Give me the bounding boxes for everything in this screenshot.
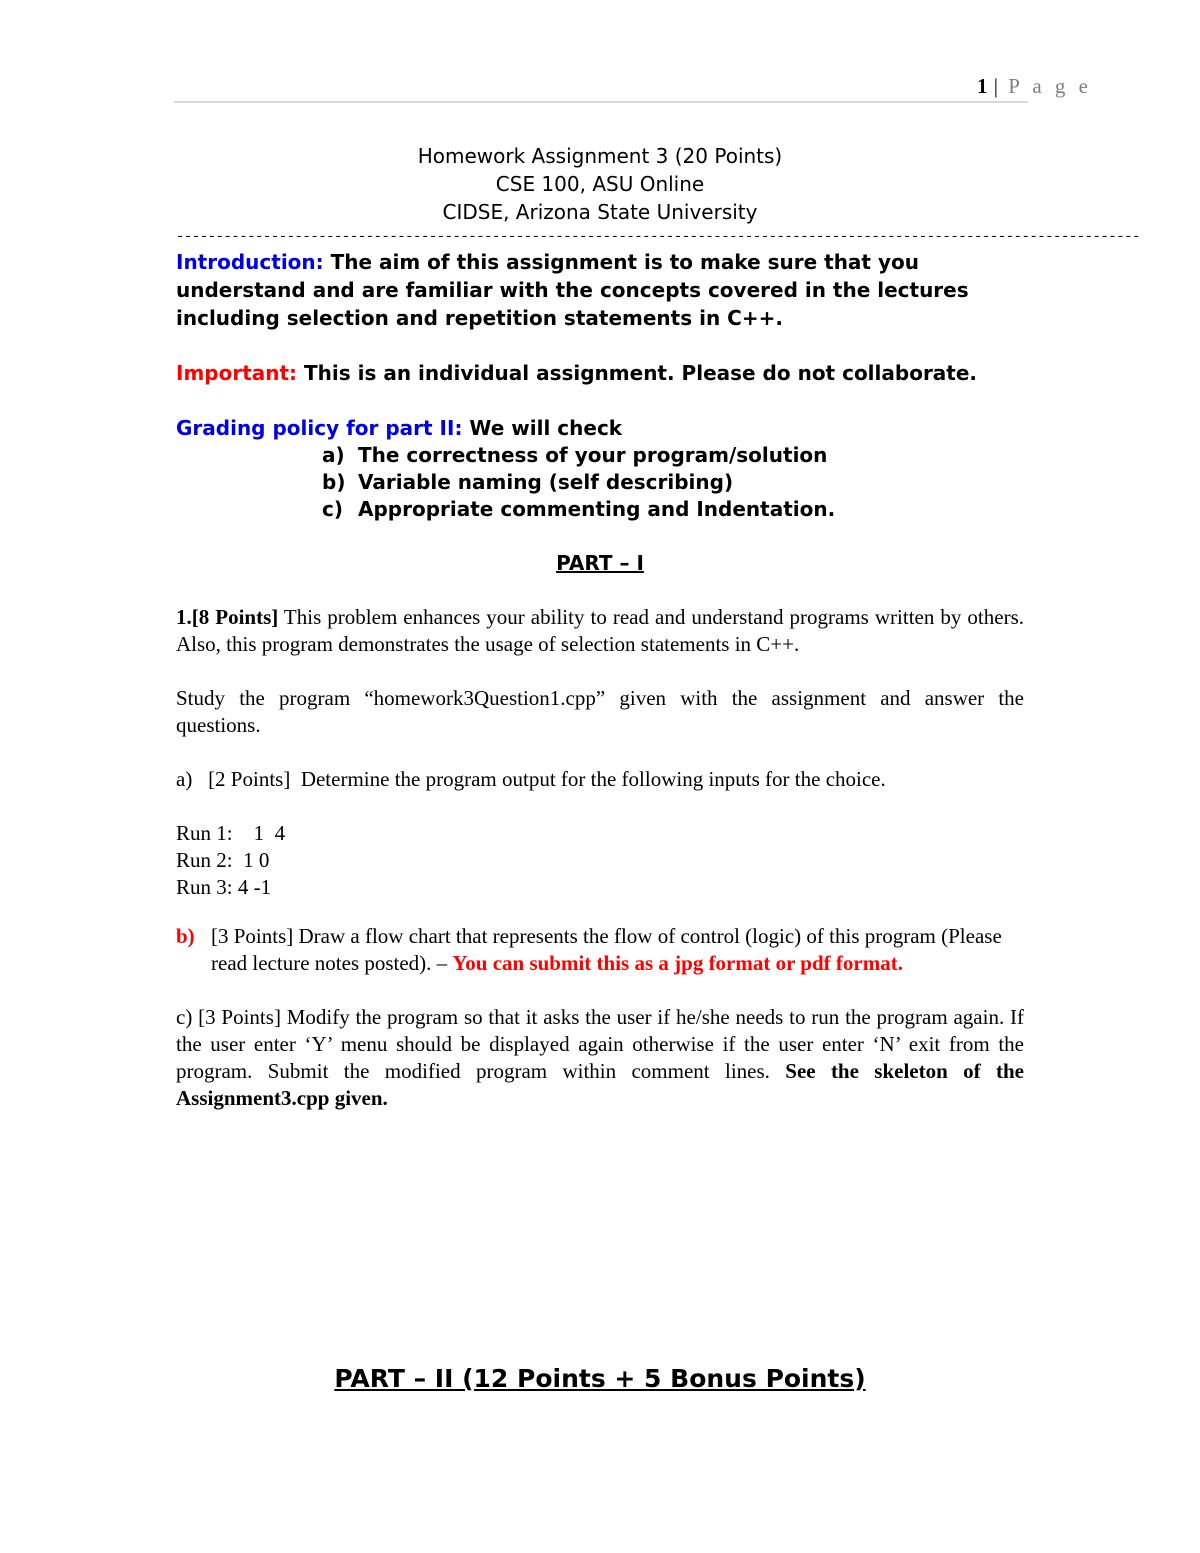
question-b-text: [3 Points] Draw a flow chart that represents the flow of control (logic) of this program (Please read lecture notes posted). – xyxy=(211,924,1002,975)
title-line-2: CSE 100, ASU Online xyxy=(495,172,705,196)
question-a: a) [2 Points] Determine the program output for the following inputs for the choice. xyxy=(176,767,886,791)
question1-label: 1.[8 Points] xyxy=(176,605,279,629)
introduction-paragraph xyxy=(176,248,1024,332)
run-line: Run 2: 1 0 xyxy=(176,848,270,872)
page-number-value: 1 xyxy=(976,74,988,98)
question-b-marker: b) xyxy=(176,924,195,948)
introduction-text: The aim of this assignment is to make sure that you understand and are familiar with the concepts covered in the lectures including selection and repetition statements in C++. xyxy=(176,250,969,330)
document-body xyxy=(176,142,1140,1112)
grading-paragraph xyxy=(176,414,1024,442)
header-rule xyxy=(174,101,1028,103)
runs-list xyxy=(176,820,1024,901)
part1-heading: PART – I xyxy=(556,551,644,575)
question-c xyxy=(176,1004,1024,1112)
important-paragraph xyxy=(176,359,1024,387)
page-number-separator: | xyxy=(993,74,999,98)
part2-heading: PART – II (12 Points + 5 Bonus Points) xyxy=(334,1364,866,1393)
grading-item-marker: b) xyxy=(322,470,346,494)
important-text: This is an individual assignment. Please do not collaborate. xyxy=(297,361,978,385)
grading-text: We will check xyxy=(462,416,623,440)
question1-text: This problem enhances your ability to read and understand programs written by others. Also, this program demonstrates the usage of selection statements in C++. xyxy=(176,605,1024,656)
grading-item xyxy=(176,496,1024,523)
page-label: P a g e xyxy=(1008,74,1092,98)
grading-item-text: Variable naming (self describing) xyxy=(358,470,734,494)
title-line-3: CIDSE, Arizona State University xyxy=(442,200,758,224)
grading-item-marker: c) xyxy=(322,497,343,521)
page-number xyxy=(977,74,1092,99)
grading-item-marker: a) xyxy=(322,443,345,467)
introduction-label: Introduction: xyxy=(176,250,324,274)
run-line: Run 3: 4 -1 xyxy=(176,875,272,899)
grading-label: Grading policy for part II: xyxy=(176,416,463,440)
question1-paragraph xyxy=(176,604,1024,658)
grading-item-text: Appropriate commenting and Indentation. xyxy=(358,497,836,521)
question-b xyxy=(176,923,1024,977)
question-c-bold-text: See the skeleton of the Assignment3.cpp given. xyxy=(176,1059,1024,1110)
question-b-red-text: You can submit this as a jpg format or pdf format. xyxy=(452,951,903,975)
study-paragraph: Study the program “homework3Question1.cpp” given with the assignment and answer the questions. xyxy=(176,686,1024,737)
title-block xyxy=(176,142,1024,226)
grading-item xyxy=(176,442,1024,469)
run-line: Run 1: 1 4 xyxy=(176,821,286,845)
question-c-text: c) [3 Points] Modify the program so that it asks the user if he/she needs to run the program again. If the user enter ‘Y’ menu should be displayed again otherwise if the user enter ‘N’ exit from the program. Submit the modified program within comment lines. xyxy=(176,1005,1024,1083)
grading-item-text: The correctness of your program/solution xyxy=(358,443,828,467)
grading-list xyxy=(176,442,1024,523)
grading-item xyxy=(176,469,1024,496)
important-label: Important: xyxy=(176,361,298,385)
title-line-1: Homework Assignment 3 (20 Points) xyxy=(417,144,783,168)
divider-line: -------------------------------------------------------------------------------------------------------------------------- xyxy=(176,229,1140,245)
